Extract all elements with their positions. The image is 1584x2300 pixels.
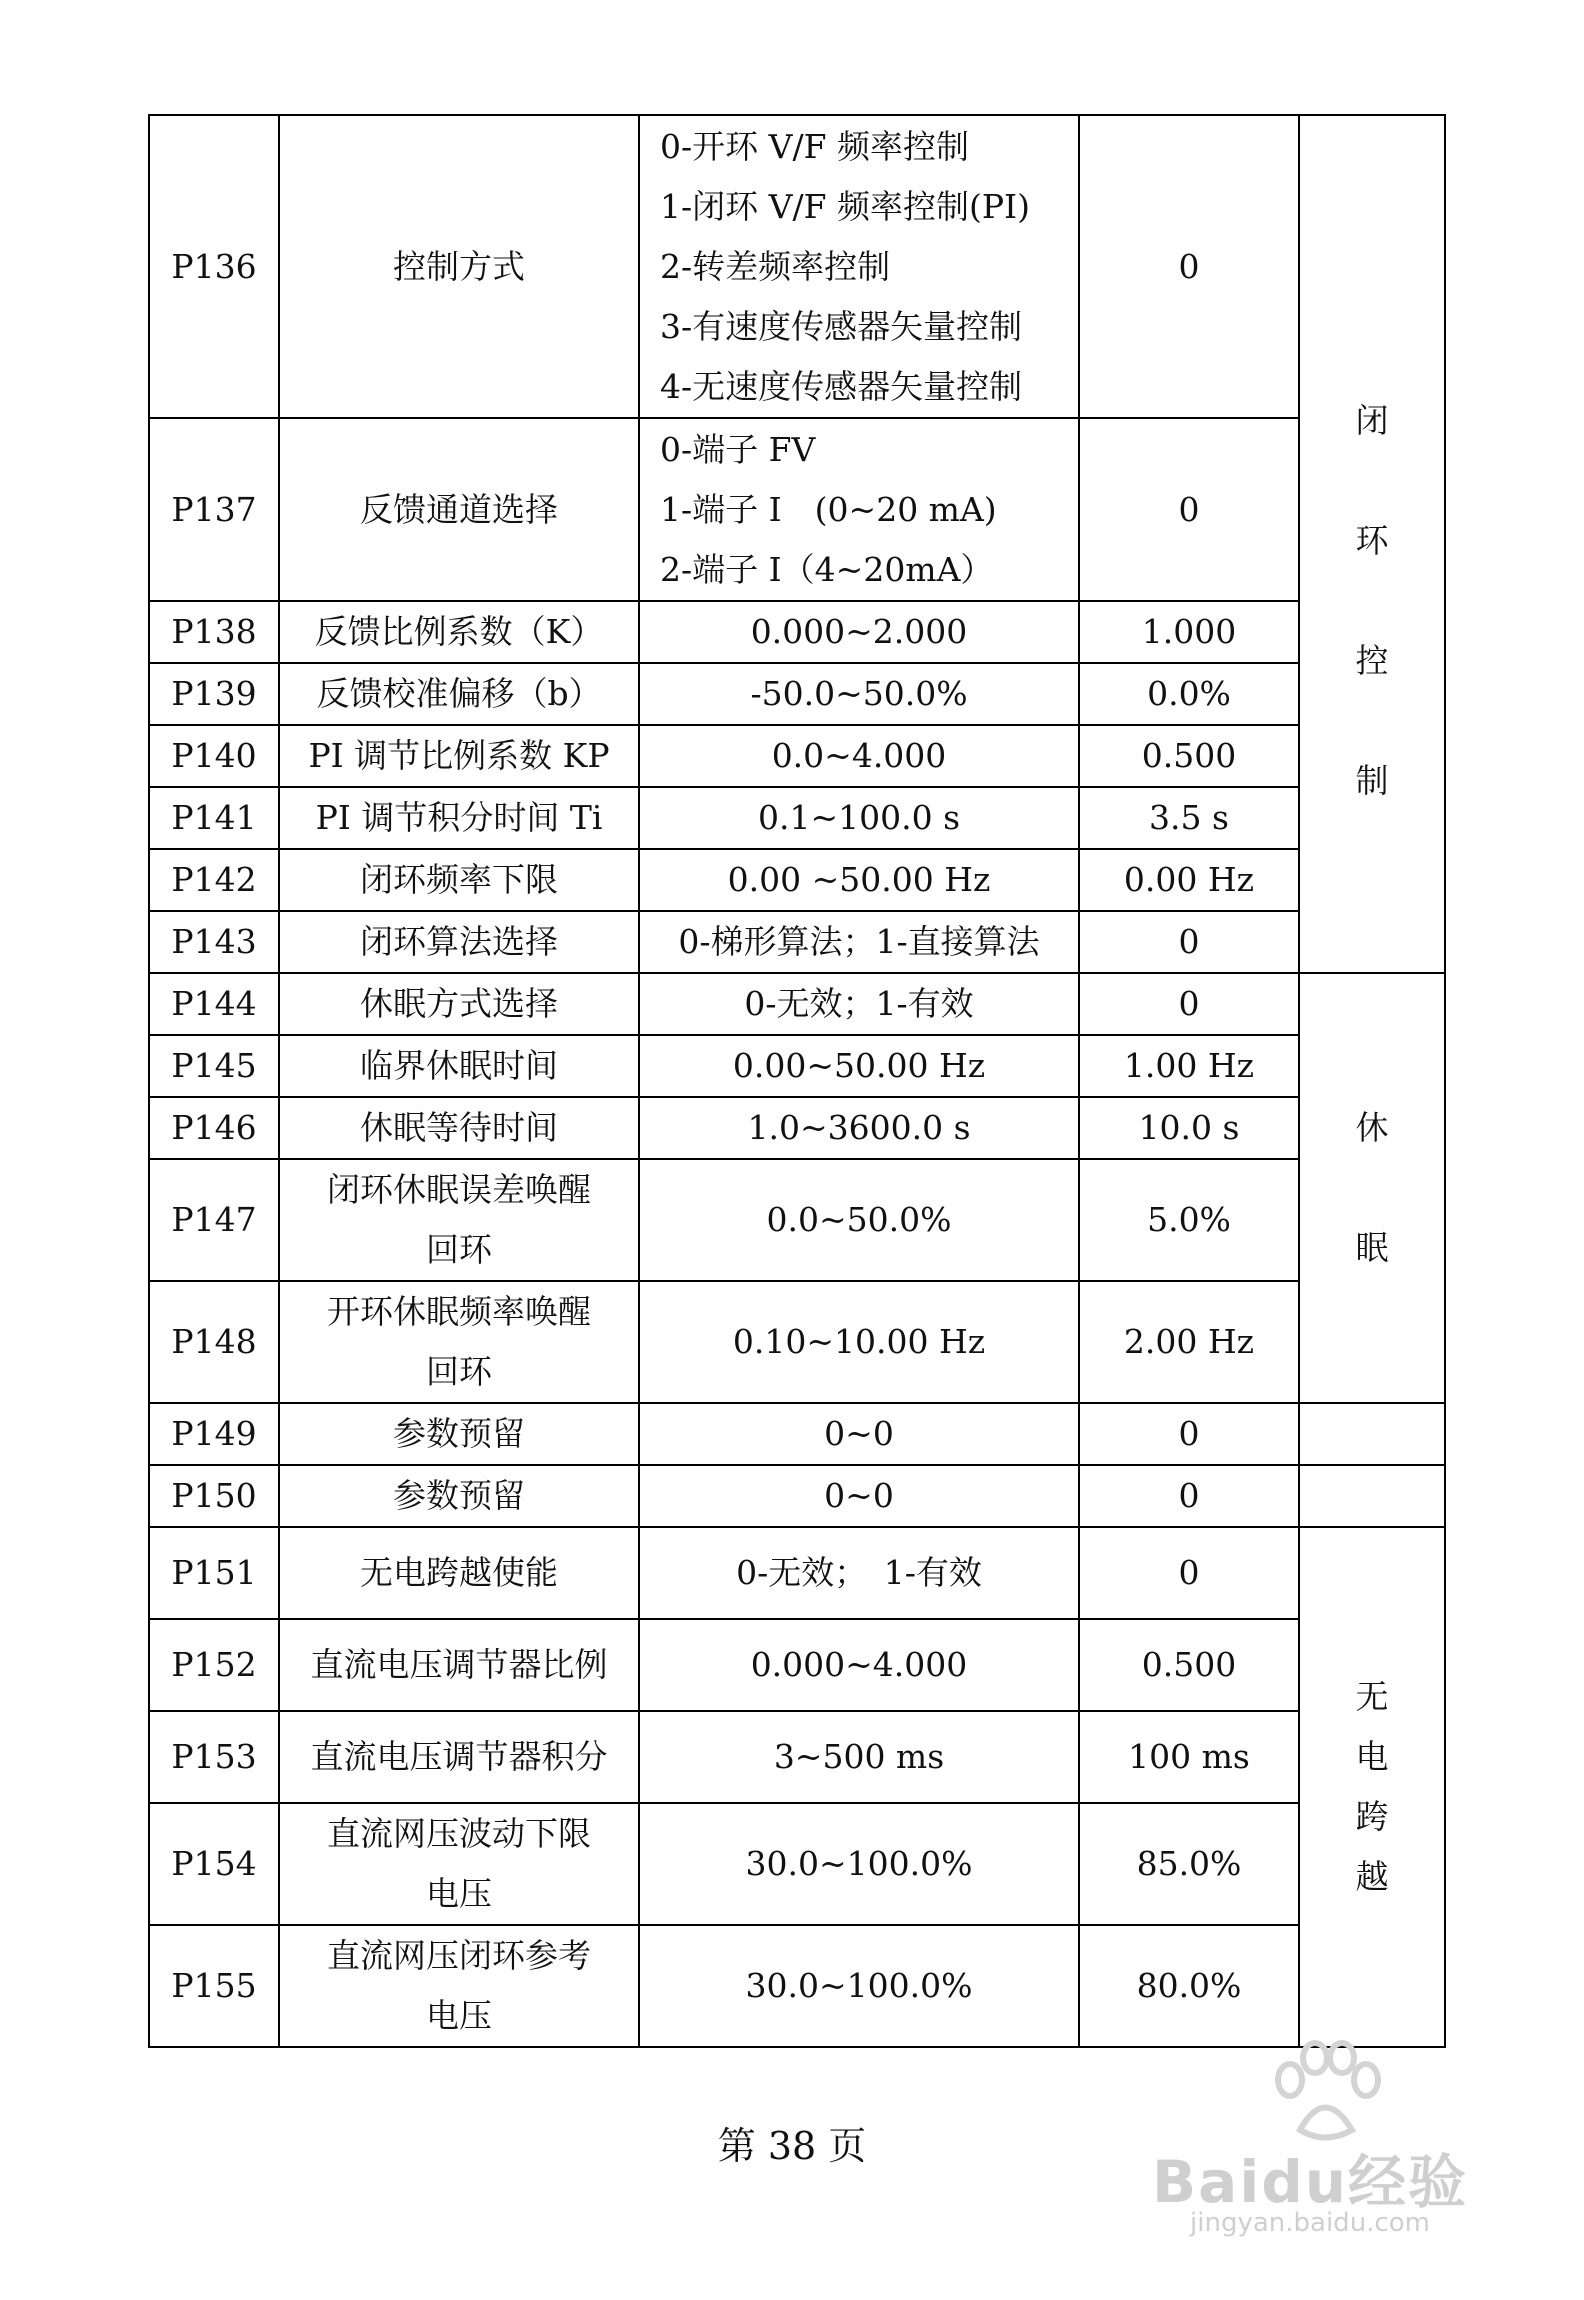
param-default: 0: [1079, 973, 1299, 1035]
param-code: P141: [149, 787, 279, 849]
param-code: P150: [149, 1465, 279, 1527]
option-line: 0-端子 FV: [660, 429, 816, 469]
param-range: 0.00 ~50.00 Hz: [639, 849, 1079, 911]
param-range: -50.0~50.0%: [639, 663, 1079, 725]
param-default: 1.00 Hz: [1079, 1035, 1299, 1097]
param-default: 5.0%: [1079, 1159, 1299, 1281]
param-range: 0.0~4.000: [639, 725, 1079, 787]
param-range: 0.1~100.0 s: [639, 787, 1079, 849]
watermark-url: jingyan.baidu.com: [1190, 2208, 1430, 2238]
table-row: [149, 1711, 1445, 1803]
param-name: 参数预留: [279, 1403, 639, 1465]
param-code: P137: [149, 418, 279, 601]
option-line: 1-端子 I (0~20 mA): [660, 489, 997, 529]
table-row: [149, 849, 1445, 911]
param-default: 0.500: [1079, 1619, 1299, 1711]
param-default: 0: [1079, 1527, 1299, 1619]
table-row: [149, 973, 1445, 1035]
table-row: [149, 663, 1445, 725]
param-name: 闭环频率下限: [279, 849, 639, 911]
param-code: P152: [149, 1619, 279, 1711]
table-row: [149, 1281, 1445, 1403]
param-range: 3~500 ms: [639, 1711, 1079, 1803]
param-name: 直流网压闭环参考 电压: [279, 1925, 639, 2047]
param-code: P142: [149, 849, 279, 911]
table-row: [149, 911, 1445, 973]
param-name: 直流电压调节器积分: [279, 1711, 639, 1803]
param-code: P139: [149, 663, 279, 725]
baidu-watermark: [1120, 2040, 1500, 2250]
param-default: 0.0%: [1079, 663, 1299, 725]
param-range: 0~0: [639, 1465, 1079, 1527]
param-range: 0-无效；1-有效: [639, 973, 1079, 1035]
table-row: [149, 1803, 1445, 1925]
table-row: [149, 601, 1445, 663]
param-name: PI 调节积分时间 Ti: [279, 787, 639, 849]
param-code: P147: [149, 1159, 279, 1281]
param-range: 0.0~50.0%: [639, 1159, 1079, 1281]
param-code: P144: [149, 973, 279, 1035]
paw-logo-icon: [1260, 2040, 1390, 2150]
param-default: 85.0%: [1079, 1803, 1299, 1925]
param-name: PI 调节比例系数 KP: [279, 725, 639, 787]
param-code: P145: [149, 1035, 279, 1097]
table-row: [149, 1035, 1445, 1097]
group-label-sleep: 休 眠: [1299, 973, 1445, 1403]
table-row: [149, 1403, 1445, 1465]
param-name: 控制方式: [279, 115, 639, 418]
table-row: [149, 787, 1445, 849]
table-row: [149, 418, 1445, 601]
group-label-empty: [1299, 1403, 1445, 1465]
param-code: P151: [149, 1527, 279, 1619]
param-name: 反馈校准偏移（b）: [279, 663, 639, 725]
param-default: 80.0%: [1079, 1925, 1299, 2047]
param-code: P149: [149, 1403, 279, 1465]
param-default: 3.5 s: [1079, 787, 1299, 849]
param-range: 0.00~50.00 Hz: [639, 1035, 1079, 1097]
param-name: 临界休眠时间: [279, 1035, 639, 1097]
param-code: P138: [149, 601, 279, 663]
group-label-closed-loop: 闭 环 控 制: [1299, 601, 1445, 973]
param-code: P136: [149, 115, 279, 418]
param-range: 30.0~100.0%: [639, 1803, 1079, 1925]
param-name: 休眠方式选择: [279, 973, 639, 1035]
option-line: 2-转差频率控制: [660, 246, 891, 286]
param-default: 0: [1079, 1403, 1299, 1465]
parameter-table: [148, 114, 1446, 2048]
param-range: 0.000~4.000: [639, 1619, 1079, 1711]
table-row: [149, 1097, 1445, 1159]
param-default: 0: [1079, 418, 1299, 601]
param-name: 休眠等待时间: [279, 1097, 639, 1159]
option-line: 4-无速度传感器矢量控制: [660, 366, 1023, 406]
param-range: 0~0: [639, 1403, 1079, 1465]
param-options: [639, 418, 1079, 601]
param-default: 100 ms: [1079, 1711, 1299, 1803]
option-line: 1-闭环 V/F 频率控制(PI): [660, 186, 1030, 226]
param-range: 1.0~3600.0 s: [639, 1097, 1079, 1159]
param-range: 30.0~100.0%: [639, 1925, 1079, 2047]
param-default: 0.00 Hz: [1079, 849, 1299, 911]
param-code: P155: [149, 1925, 279, 2047]
param-name: 无电跨越使能: [279, 1527, 639, 1619]
param-default: 0: [1079, 115, 1299, 418]
table-row: [149, 1527, 1445, 1619]
table-row: [149, 1925, 1445, 2047]
table-row: [149, 115, 1445, 418]
table-row: [149, 1465, 1445, 1527]
param-name: 闭环休眠误差唤醒 回环: [279, 1159, 639, 1281]
param-range: 0-无效； 1-有效: [639, 1527, 1079, 1619]
param-code: P148: [149, 1281, 279, 1403]
param-name: 直流电压调节器比例: [279, 1619, 639, 1711]
param-code: P154: [149, 1803, 279, 1925]
table-row: [149, 1619, 1445, 1711]
param-name: 参数预留: [279, 1465, 639, 1527]
option-line: 2-端子 I（4~20mA）: [660, 549, 994, 589]
param-name: 闭环算法选择: [279, 911, 639, 973]
param-code: P153: [149, 1711, 279, 1803]
param-range: 0.000~2.000: [639, 601, 1079, 663]
param-options: [639, 115, 1079, 418]
param-name: 反馈比例系数（K）: [279, 601, 639, 663]
option-line: 3-有速度传感器矢量控制: [660, 306, 1023, 346]
param-code: P143: [149, 911, 279, 973]
param-default: 1.000: [1079, 601, 1299, 663]
group-label-empty: [1299, 1465, 1445, 1527]
param-code: P140: [149, 725, 279, 787]
param-range: 0-梯形算法；1-直接算法: [639, 911, 1079, 973]
param-range: 0.10~10.00 Hz: [639, 1281, 1079, 1403]
param-default: 2.00 Hz: [1079, 1281, 1299, 1403]
page-number: 第 38 页: [717, 2124, 867, 2168]
watermark-brand: Baidu经验: [1151, 2148, 1469, 2216]
param-default: 0: [1079, 911, 1299, 973]
option-line: 0-开环 V/F 频率控制: [660, 126, 969, 166]
param-default: 0.500: [1079, 725, 1299, 787]
table-row: [149, 725, 1445, 787]
param-name: 开环休眠频率唤醒 回环: [279, 1281, 639, 1403]
param-code: P146: [149, 1097, 279, 1159]
param-name: 直流网压波动下限 电压: [279, 1803, 639, 1925]
param-default: 0: [1079, 1465, 1299, 1527]
param-name: 反馈通道选择: [279, 418, 639, 601]
param-default: 10.0 s: [1079, 1097, 1299, 1159]
table-row: [149, 1159, 1445, 1281]
group-label-ride-through: 无 电 跨 越: [1299, 1527, 1445, 2047]
